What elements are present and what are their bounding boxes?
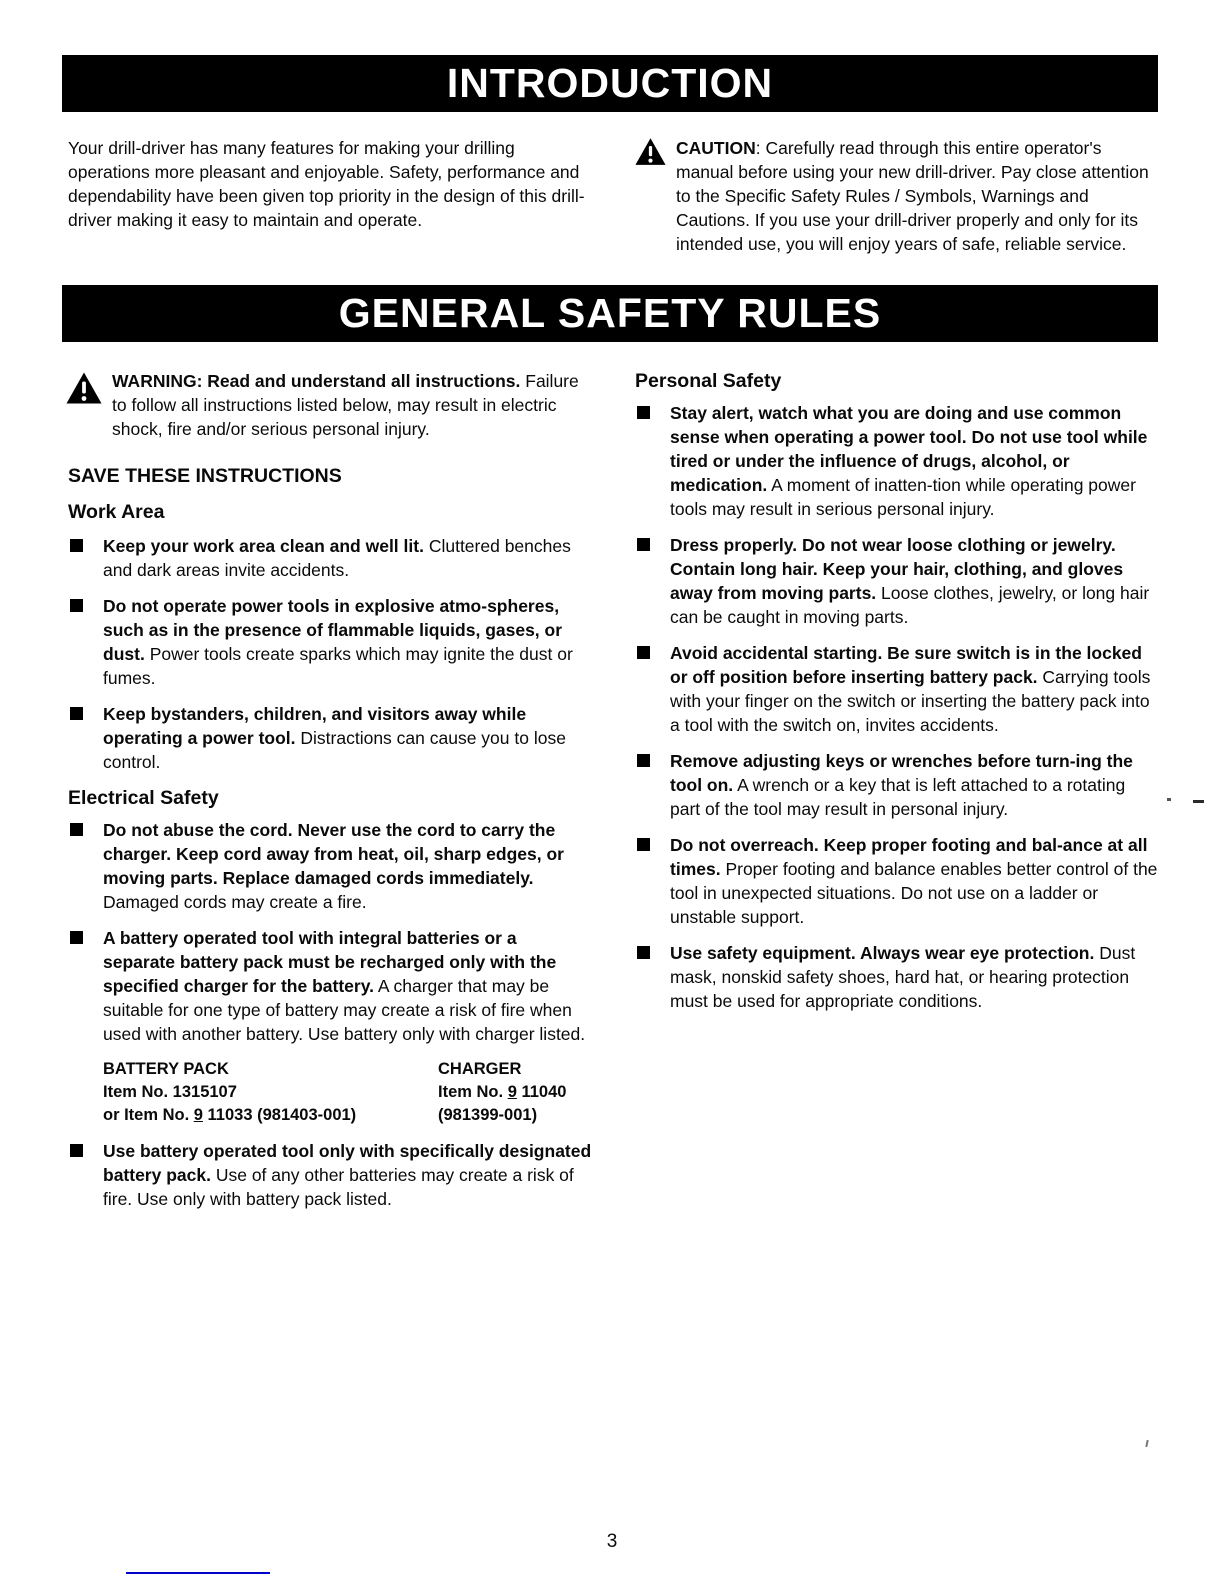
battery-pack-alt-item-no: or Item No. 9 11033 (981403-001)	[103, 1106, 357, 1124]
list-item: Use battery operated tool only with specifically designated battery pack. Use of any other batteries may create a risk of fire. Use only with battery pack listed.	[68, 1139, 593, 1211]
scan-artifact-dot	[1167, 798, 1171, 801]
list-item: Do not overreach. Keep proper footing and bal-ance at all times. Proper footing and balance enables better control of the tool in unexpected situations. Do not use on a ladder or unstable support.	[635, 833, 1158, 929]
introduction-paragraph: Your drill-driver has many features for making your drilling operations more pleasant and enjoyable. Safety, performance and dependability have been given top priority in the design of this drill-driver making it easy to maintain and operate.	[68, 138, 585, 230]
battery-charger-table	[103, 1058, 593, 1127]
introduction-title: INTRODUCTION	[446, 60, 774, 106]
list-item: Use safety equipment. Always wear eye protection. Dust mask, nonskid safety shoes, hard hat, or hearing protection must be used for appropriate conditions.	[635, 941, 1158, 1013]
bullet-square-icon	[637, 754, 650, 767]
scan-artifact-dash	[1193, 800, 1204, 803]
list-item: Dress properly. Do not wear loose clothing or jewelry. Contain long hair. Keep your hair, clothing, and gloves away from moving parts. Loose clothes, jewelry, or long hair can be caught in moving parts.	[635, 533, 1158, 629]
caution-triangle-icon	[635, 138, 666, 166]
charger-item-no: Item No. 9 11040	[438, 1083, 567, 1101]
list-item: Do not operate power tools in explosive atmo-spheres, such as in the presence of flammable liquids, gases, or dust. Power tools create sparks which may ignite the dust or fumes.	[68, 594, 593, 690]
list-item: Keep your work area clean and well lit. Cluttered benches and dark areas invite accidents.	[68, 534, 593, 582]
charger-part-no: (981399-001)	[438, 1106, 538, 1124]
warning-block	[68, 369, 593, 441]
page-number: 3	[606, 1531, 618, 1552]
list-item: Remove adjusting keys or wrenches before turn-ing the tool on. A wrench or a key that is left attached to a rotating part of the tool may result in personal injury.	[635, 749, 1158, 821]
warning-text: WARNING: Read and understand all instructions. Failure to follow all instructions listed below, may result in electric shock, fire and/or serious personal injury.	[112, 371, 579, 439]
introduction-header-bar	[62, 55, 1158, 112]
work-area-heading: Work Area	[68, 501, 165, 523]
personal-safety-heading: Personal Safety	[635, 370, 782, 392]
safety-rules-header-bar	[62, 285, 1158, 342]
bullet-square-icon	[70, 823, 83, 836]
battery-pack-column	[103, 1058, 438, 1127]
list-item: Do not abuse the cord. Never use the cord to carry the charger. Keep cord away from heat, oil, sharp edges, or moving parts. Replace damaged cords immediately. Damaged cords may create a fire.	[68, 818, 593, 914]
electrical-safety-heading: Electrical Safety	[68, 787, 219, 809]
introduction-right-column	[635, 136, 1158, 256]
bullet-square-icon	[637, 838, 650, 851]
introduction-section	[68, 136, 1158, 256]
bullet-square-icon	[70, 1144, 83, 1157]
bullet-square-icon	[637, 406, 650, 419]
save-instructions-heading: SAVE THESE INSTRUCTIONS	[68, 465, 342, 487]
bullet-square-icon	[637, 646, 650, 659]
bullet-square-icon	[70, 539, 83, 552]
introduction-left-column	[68, 136, 593, 256]
footer-blue-line	[126, 1572, 270, 1574]
caution-text: CAUTION: Carefully read through this entire operator's manual before using your new drill-driver. Pay close attention to the Specific Safety Rules / Symbols, Warnings and Cautions. If you use your drill-driver properly and only for its intended use, you will enjoy years of safe, reliable service.	[676, 138, 1149, 254]
bullet-square-icon	[70, 931, 83, 944]
safety-rules-section	[68, 369, 1158, 1223]
charger-title: CHARGER	[438, 1060, 522, 1078]
caution-label: CAUTION	[676, 138, 756, 158]
battery-pack-title: BATTERY PACK	[103, 1060, 229, 1078]
bullet-square-icon	[70, 707, 83, 720]
safety-left-column	[68, 369, 593, 1223]
safety-right-column	[635, 369, 1158, 1223]
safety-rules-title: GENERAL SAFETY RULES	[338, 290, 882, 336]
bullet-square-icon	[70, 599, 83, 612]
list-item: Avoid accidental starting. Be sure switch is in the locked or off position before inserting battery pack. Carrying tools with your finger on the switch or inserting the battery pack into a tool with the switch on, invites accidents.	[635, 641, 1158, 737]
list-item: Stay alert, watch what you are doing and use common sense when operating a power tool. Do not use tool while tired or under the influence of drugs, alcohol, or medication. A moment of inatten-tion while operating power tools may result in serious personal injury.	[635, 401, 1158, 521]
scan-artifact-tick	[1145, 1440, 1148, 1447]
caution-block	[635, 136, 1158, 256]
bullet-square-icon	[637, 946, 650, 959]
list-item: A battery operated tool with integral batteries or a separate battery pack must be recharged only with the specified charger for the battery. A charger that may be suitable for one type of battery may create a risk of fire when used with another battery. Use battery only with charger listed.	[68, 926, 593, 1046]
charger-column	[438, 1058, 566, 1127]
bullet-square-icon	[637, 538, 650, 551]
warning-triangle-icon	[66, 372, 102, 405]
list-item: Keep bystanders, children, and visitors away while operating a power tool. Distractions can cause you to lose control.	[68, 702, 593, 774]
battery-pack-item-no: Item No. 1315107	[103, 1083, 237, 1101]
